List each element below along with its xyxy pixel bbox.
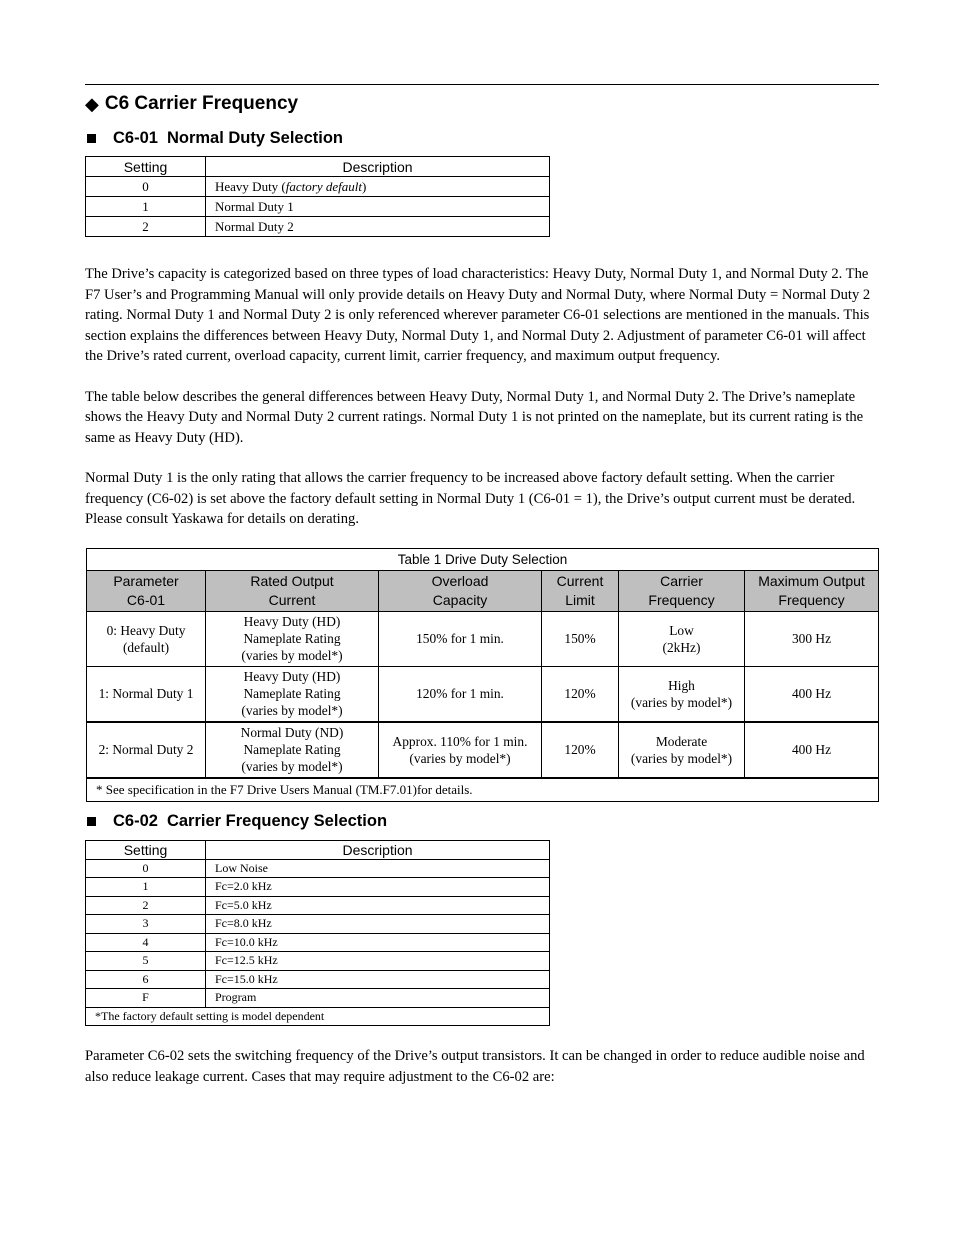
c6-01-heading	[85, 128, 879, 148]
square-bullet-icon	[87, 134, 96, 143]
setting-cell: 4	[86, 933, 206, 952]
setting-cell: 1	[86, 197, 206, 217]
c6-01-code: C6-01	[113, 128, 158, 147]
table-row	[86, 896, 550, 915]
c6-02-table-footnote: *The factory default setting is model dependent	[86, 1007, 550, 1026]
drive-duty-table-footnote: * See specification in the F7 Drive Users Manual (TM.F7.01)for details.	[87, 778, 879, 802]
duty-cell: 400 Hz	[745, 722, 879, 778]
c6-02-table	[85, 840, 550, 1027]
description-cell: Fc=8.0 kHz	[206, 915, 550, 934]
duty-cell: 120%	[542, 722, 619, 778]
setting-cell: 2	[86, 896, 206, 915]
header-overload-capacity: Overload Capacity	[379, 570, 542, 611]
description-cell: Fc=15.0 kHz	[206, 970, 550, 989]
description-cell	[206, 177, 550, 197]
paragraph-c6-02: Parameter C6-02 sets the switching frequency of the Drive’s output transistors. It can be changed in order to reduce audible noise and also reduce leakage current. Cases that may require adjustment to the C6-02 are:	[85, 1048, 865, 1085]
description-cell: Fc=12.5 kHz	[206, 952, 550, 971]
duty-cell: 1: Normal Duty 1	[87, 666, 206, 722]
setting-cell: F	[86, 989, 206, 1008]
duty-cell: 2: Normal Duty 2	[87, 722, 206, 778]
paragraph-normal-duty-1: Normal Duty 1 is the only rating that allows the carrier frequency to be increased above factory default setting. When the carrier frequency (C6-02) is set above the factory default setting in Normal Duty 1 (C6-01 = 1), the Drive’s output current must be derated. Please consult Yaskawa for details on derating.	[85, 470, 856, 527]
duty-cell: 300 Hz	[745, 611, 879, 666]
top-rule	[85, 84, 879, 85]
c6-02-title: Carrier Frequency Selection	[166, 812, 388, 830]
table-row	[86, 217, 550, 237]
drive-duty-table	[86, 548, 879, 802]
table-row	[87, 611, 879, 666]
duty-cell: Heavy Duty (HD) Nameplate Rating (varies by model*)	[206, 611, 379, 666]
diamond-bullet-icon: ◆	[85, 93, 99, 114]
header-current-limit: Current Limit	[542, 570, 619, 611]
setting-cell: 1	[86, 878, 206, 897]
table-row	[87, 722, 879, 778]
duty-cell: High (varies by model*)	[619, 666, 745, 722]
square-bullet-icon	[87, 817, 96, 826]
paragraph-duty-differences: The table below describes the general differences between Heavy Duty, Normal Duty 1, and Normal Duty 2. The Drive’s nameplate shows the Heavy Duty and Normal Duty 2 current ratings. Normal Duty 1 is not printed on the nameplate, but its current rating is the same as Heavy Duty (HD).	[85, 388, 864, 446]
duty-cell: 150%	[542, 611, 619, 666]
table-row	[86, 952, 550, 971]
setting-cell: 6	[86, 970, 206, 989]
c6-02-heading	[85, 812, 879, 832]
paragraph-duty-capacity: The Drive’s capacity is categorized based on three types of load characteristics: Heavy Duty, Normal Duty 1, and Normal Duty 2. The F7 User’s and Programming Manual will only provide details on Heavy Duty and Normal Duty, where Normal Duty = Normal Duty 2 rating. Normal Duty 1 and Normal Duty 2 is only referenced wherever parameter C6-01 selections are mentioned in the manuals. This section explains the differences between Heavy Duty, Normal Duty 1, and Normal Duty 2. Adjustment of parameter C6-01 will affect the Drive’s rated current, overload capacity, current limit, carrier frequency, and maximum output frequency.	[85, 266, 871, 364]
setting-cell: 3	[86, 915, 206, 934]
setting-cell: 2	[86, 217, 206, 237]
duty-cell: 120%	[542, 666, 619, 722]
c6-01-header-setting: Setting	[86, 157, 206, 177]
table-row	[86, 197, 550, 217]
setting-cell: 5	[86, 952, 206, 971]
duty-cell: Heavy Duty (HD) Nameplate Rating (varies by model*)	[206, 666, 379, 722]
table-row	[86, 915, 550, 934]
description-suffix: )	[361, 178, 367, 194]
description-cell: Low Noise	[206, 859, 550, 878]
description-cell: Fc=2.0 kHz	[206, 878, 550, 897]
table-row	[86, 878, 550, 897]
c6-01-title: Normal Duty Selection	[166, 128, 343, 147]
table-row	[86, 970, 550, 989]
table-row	[87, 666, 879, 722]
duty-cell: 120% for 1 min.	[379, 666, 542, 722]
c6-02-code: C6-02	[113, 812, 158, 830]
table-row	[86, 933, 550, 952]
description-cell: Normal Duty 2	[206, 217, 550, 237]
duty-cell: 400 Hz	[745, 666, 879, 722]
duty-cell: Low (2kHz)	[619, 611, 745, 666]
duty-cell: 150% for 1 min.	[379, 611, 542, 666]
header-parameter: Parameter C6-01	[87, 570, 206, 611]
page	[85, 84, 879, 1087]
header-carrier-frequency: Carrier Frequency	[619, 570, 745, 611]
table-row	[86, 859, 550, 878]
drive-duty-table-caption: Table 1 Drive Duty Selection	[87, 548, 879, 570]
description-cell: Program	[206, 989, 550, 1008]
description-cell: Fc=5.0 kHz	[206, 896, 550, 915]
duty-cell: Moderate (varies by model*)	[619, 722, 745, 778]
table-row	[86, 177, 550, 197]
description-italic: factory default	[285, 178, 362, 194]
setting-cell: 0	[86, 177, 206, 197]
setting-cell: 0	[86, 859, 206, 878]
header-rated-output-current: Rated Output Current	[206, 570, 379, 611]
section-title: C6 Carrier Frequency	[104, 93, 299, 114]
table-row	[86, 989, 550, 1008]
c6-01-header-description: Description	[206, 157, 550, 177]
duty-cell: Normal Duty (ND) Nameplate Rating (varies by model*)	[206, 722, 379, 778]
section-heading	[85, 92, 879, 116]
description-cell: Normal Duty 1	[206, 197, 550, 217]
description-cell: Fc=10.0 kHz	[206, 933, 550, 952]
duty-cell: 0: Heavy Duty (default)	[87, 611, 206, 666]
header-maximum-output-frequency: Maximum Output Frequency	[745, 570, 879, 611]
c6-02-header-description: Description	[206, 840, 550, 859]
c6-01-table	[85, 156, 550, 237]
c6-02-header-setting: Setting	[86, 840, 206, 859]
description-text: Heavy Duty (	[215, 178, 286, 194]
duty-cell: Approx. 110% for 1 min. (varies by model*)	[379, 722, 542, 778]
